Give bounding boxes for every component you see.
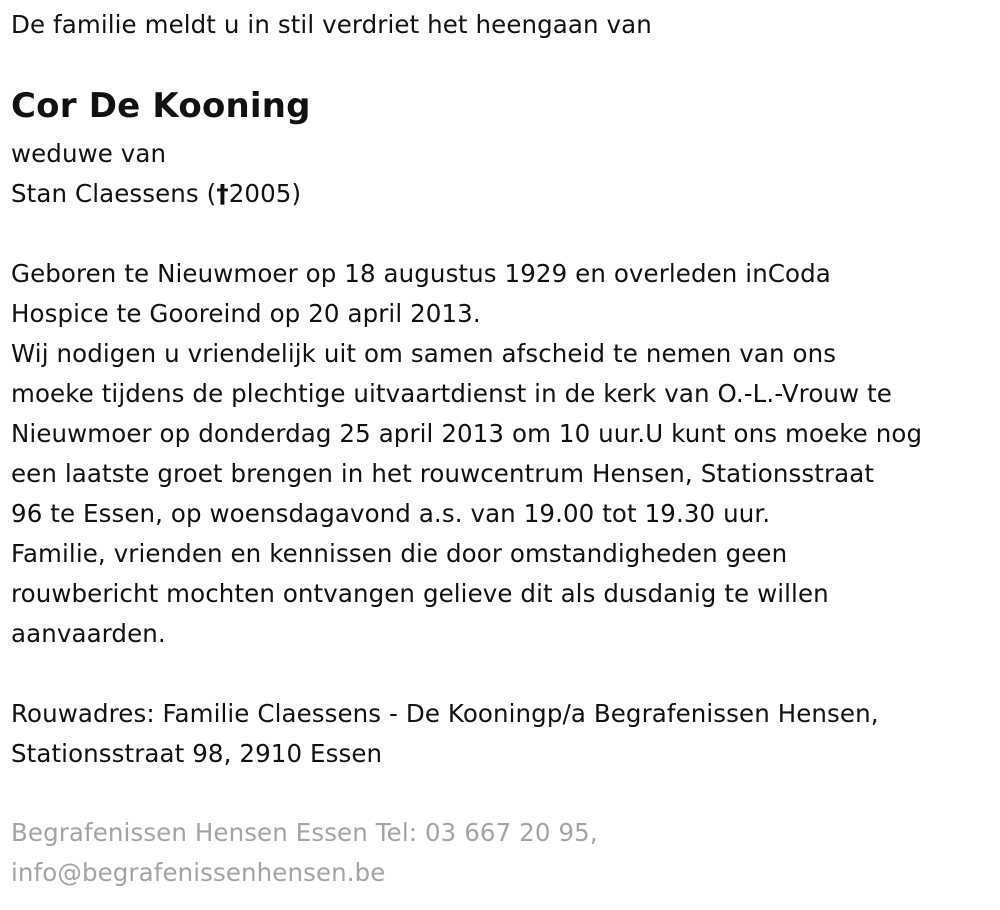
spouse-block [11, 134, 301, 214]
mourning-address [11, 694, 879, 774]
body-line: een laatste groet brengen in het rouwcentrum Hensen, Stationsstraat [11, 459, 875, 488]
intro-text: De familie meldt u in stil verdriet het heengaan van [11, 10, 652, 39]
spouse-name: Stan Claessens ( [11, 179, 217, 208]
body-line: Familie, vrienden en kennissen die door omstandigheden geen [11, 539, 788, 568]
body-line: rouwbericht mochten ontvangen gelieve dit als dusdanig te willen [11, 579, 829, 608]
address-line: Stationsstraat 98, 2910 Essen [11, 739, 383, 768]
body-line: Hospice te Gooreind op 20 april 2013. [11, 299, 481, 328]
body-line: Geboren te Nieuwmoer op 18 augustus 1929 en overleden inCoda [11, 259, 831, 288]
body-line: moeke tijdens de plechtige uitvaartdienst in de kerk van O.-L.-Vrouw te [11, 379, 892, 408]
body-line: 96 te Essen, op woensdagavond a.s. van 19.00 tot 19.30 uur. [11, 499, 771, 528]
spouse-line [11, 174, 301, 214]
contact-email: info@begrafenissenhensen.be [11, 858, 386, 887]
cross-icon: † [216, 179, 229, 208]
spouse-relation: weduwe van [11, 139, 167, 168]
body-line: aanvaarden. [11, 619, 166, 648]
body-line: Nieuwmoer op donderdag 25 april 2013 om 10 uur.U kunt ons moeke nog [11, 419, 923, 448]
contact-line: Begrafenissen Hensen Essen Tel: 03 667 20 95, [11, 818, 598, 847]
address-line: Rouwadres: Familie Claessens - De Kooningp/a Begrafenissen Hensen, [11, 699, 879, 728]
body-line: Wij nodigen u vriendelijk uit om samen afscheid te nemen van ons [11, 339, 837, 368]
deceased-name: Cor De Kooning [11, 86, 311, 126]
spouse-death-year: 2005) [228, 179, 302, 208]
obituary-body [11, 254, 922, 654]
funeral-home-contact [11, 813, 598, 893]
